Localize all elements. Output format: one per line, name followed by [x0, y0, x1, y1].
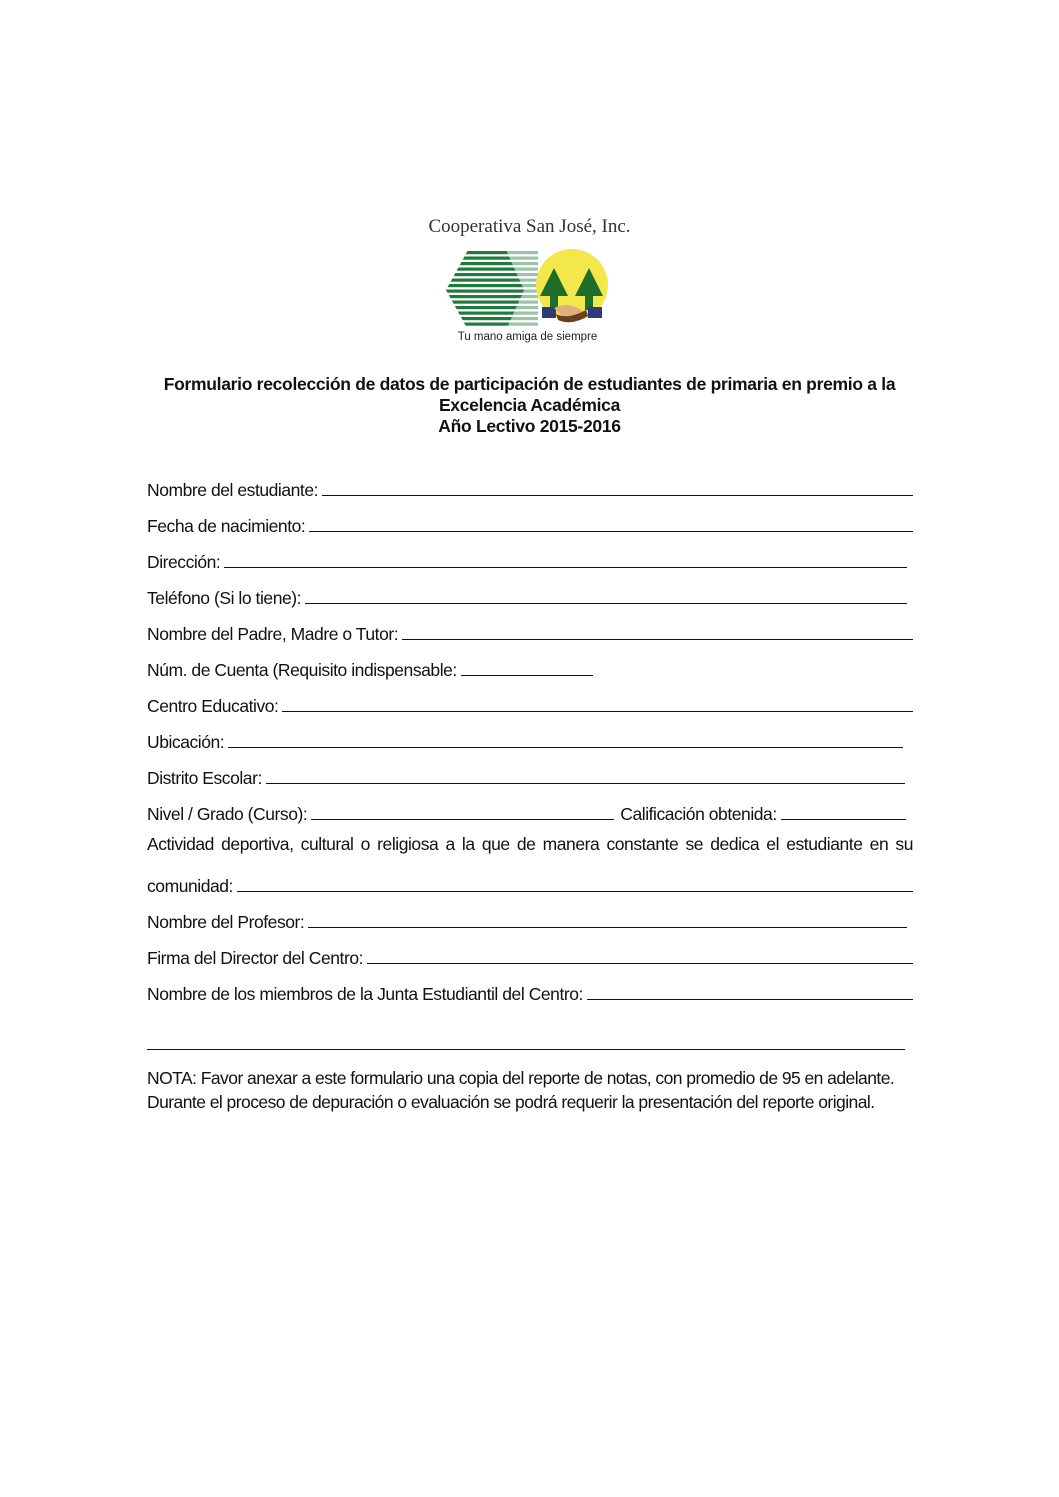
field-school	[147, 682, 913, 718]
school-input[interactable]	[282, 693, 913, 712]
cooperative-logo-icon	[446, 248, 610, 332]
field-label: Actividad deportiva, cultural o religiosa a la que de manera constante se dedica el estudiante en su	[147, 834, 913, 854]
form-title-line-2: Excelencia Académica	[438, 395, 621, 415]
field-student-name	[147, 466, 913, 502]
field-label: Nivel / Grado (Curso):	[147, 804, 308, 824]
score-input[interactable]	[781, 801, 906, 820]
student-name-input[interactable]	[322, 477, 913, 496]
data-form	[147, 466, 913, 1056]
field-label: Nombre del Padre, Madre o Tutor:	[147, 624, 399, 644]
field-label: Firma del Director del Centro:	[147, 948, 364, 968]
form-title-line-1: Formulario recolección de datos de participación de estudiantes de primaria en premio a la	[163, 374, 896, 394]
address-input[interactable]	[224, 549, 907, 568]
field-label: Fecha de nacimiento:	[147, 516, 306, 536]
organization-name: Cooperativa San José, Inc.	[428, 216, 631, 237]
phone-input[interactable]	[305, 585, 907, 604]
field-phone	[147, 574, 913, 610]
grade-input[interactable]	[311, 801, 614, 820]
field-label: Ubicación:	[147, 732, 225, 752]
field-label: comunidad:	[147, 876, 233, 896]
note-line-2: Durante el proceso de depuración o evaluación se podrá requerir la presentación del reporte original.	[147, 1092, 875, 1112]
field-label: Nombre del Profesor:	[147, 912, 305, 932]
field-guardian-name	[147, 610, 913, 646]
director-signature-input[interactable]	[367, 945, 913, 964]
field-label: Distrito Escolar:	[147, 768, 262, 788]
student-board-members-extra-line[interactable]	[147, 1049, 905, 1050]
account-number-input[interactable]	[461, 657, 593, 676]
field-activity-label	[147, 826, 913, 862]
field-label: Centro Educativo:	[147, 696, 279, 716]
field-label: Teléfono (Si lo tiene):	[147, 588, 302, 608]
community-activity-input[interactable]	[237, 873, 913, 892]
guardian-name-input[interactable]	[402, 621, 913, 640]
field-label: Dirección:	[147, 552, 221, 572]
school-district-input[interactable]	[266, 765, 905, 784]
field-label: Nombre del estudiante:	[147, 480, 319, 500]
field-student-board-members-continued	[147, 1006, 913, 1056]
field-address	[147, 538, 913, 574]
note-section	[147, 1066, 917, 1114]
field-location	[147, 718, 913, 754]
field-label: Nombre de los miembros de la Junta Estudiantil del Centro:	[147, 984, 583, 1004]
field-director-signature	[147, 934, 913, 970]
field-account-number	[147, 646, 913, 682]
location-input[interactable]	[228, 729, 903, 748]
note-line-1: NOTA: Favor anexar a este formulario una copia del reporte de notas, con promedio de 95 en adelante.	[147, 1068, 895, 1088]
field-school-district	[147, 754, 913, 790]
field-birth-date	[147, 502, 913, 538]
field-student-board-members	[147, 970, 913, 1006]
field-teacher-name	[147, 898, 913, 934]
student-board-members-input[interactable]	[587, 981, 913, 1000]
birth-date-input[interactable]	[309, 513, 913, 532]
field-grade-and-score	[147, 790, 913, 826]
organization-tagline: Tu mano amiga de siempre	[457, 331, 598, 343]
form-title	[0, 374, 1059, 437]
field-label: Calificación obtenida:	[620, 804, 777, 824]
field-community-activity	[147, 862, 913, 898]
field-label: Núm. de Cuenta (Requisito indispensable:	[147, 660, 457, 680]
teacher-name-input[interactable]	[308, 909, 907, 928]
form-title-line-3: Año Lectivo 2015-2016	[438, 416, 621, 436]
